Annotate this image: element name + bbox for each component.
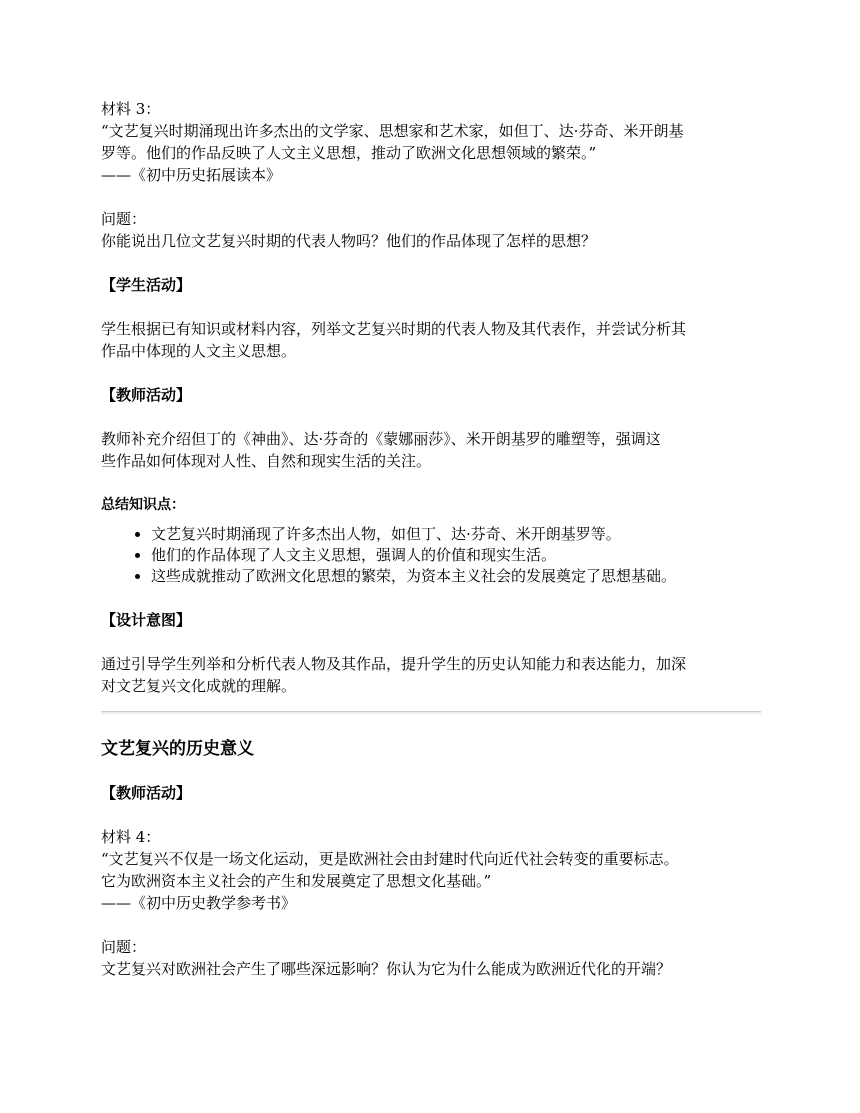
material-4	[101, 826, 761, 914]
section-divider	[101, 711, 761, 714]
student-activity-heading: 【学生活动】	[101, 276, 192, 294]
paragraph-line: 些作品如何体现对人性、自然和现实生活的关注。	[101, 452, 432, 470]
paragraph-line: 作品中体现的人文主义思想。	[101, 342, 297, 360]
section-title: 文艺复兴的历史意义	[101, 739, 254, 759]
question-text: 文艺复兴对欧洲社会产生了哪些深远影响？你认为它为什么能成为欧洲近代化的开端？	[101, 960, 672, 978]
material-source: ——《初中历史教学参考书》	[101, 894, 297, 912]
paragraph-line: 教师补充介绍但丁的《神曲》、达·芬奇的《蒙娜丽莎》、米开朗基罗的雕塑等，强调这	[101, 430, 661, 448]
list-item: • 文艺复兴时期涌现了许多杰出人物，如但丁、达·芬奇、米开朗基罗等。	[151, 524, 761, 545]
question-2	[101, 936, 761, 980]
summary-heading: 总结知识点：	[101, 497, 185, 513]
document-page	[101, 98, 761, 980]
question-label: 问题：	[101, 210, 147, 228]
question-text: 你能说出几位文艺复兴时期的代表人物吗？他们的作品体现了怎样的思想？	[101, 232, 597, 250]
paragraph-line: 通过引导学生列举和分析代表人物及其作品，提升学生的历史认知能力和表达能力，加深	[101, 655, 687, 673]
material-quote-line: 罗等。他们的作品反映了人文主义思想，推动了欧洲文化思想领域的繁荣。”	[101, 144, 597, 162]
material-quote-line: “文艺复兴时期涌现出许多杰出的文学家、思想家和艺术家，如但丁、达·芬奇、米开朗基	[101, 122, 684, 140]
question-1	[101, 208, 761, 252]
material-quote-line: 它为欧洲资本主义社会的产生和发展奠定了思想文化基础。”	[101, 872, 492, 890]
material-quote-line: “文艺复兴不仅是一场文化运动，更是欧洲社会由封建时代向近代社会转变的重要标志。	[101, 850, 679, 868]
material-3	[101, 98, 761, 186]
summary-list	[101, 524, 761, 587]
teacher-activity-heading: 【教师活动】	[101, 386, 192, 404]
material-source: ——《初中历史拓展读本》	[101, 166, 282, 184]
list-item: • 他们的作品体现了人文主义思想，强调人的价值和现实生活。	[151, 545, 761, 566]
list-item: • 这些成就推动了欧洲文化思想的繁荣，为资本主义社会的发展奠定了思想基础。	[151, 566, 761, 587]
paragraph-line: 对文艺复兴文化成就的理解。	[101, 677, 297, 695]
paragraph-line: 学生根据已有知识或材料内容，列举文艺复兴时期的代表人物及其代表作，并尝试分析其	[101, 320, 687, 338]
material-label: 材料 4：	[101, 828, 161, 846]
teacher-activity-text	[101, 428, 761, 472]
design-intent-text	[101, 653, 761, 697]
student-activity-text	[101, 318, 761, 362]
material-label: 材料 3：	[101, 100, 161, 118]
teacher-activity-heading: 【教师活动】	[101, 784, 192, 802]
design-intent-heading: 【设计意图】	[101, 611, 192, 629]
question-label: 问题：	[101, 938, 147, 956]
